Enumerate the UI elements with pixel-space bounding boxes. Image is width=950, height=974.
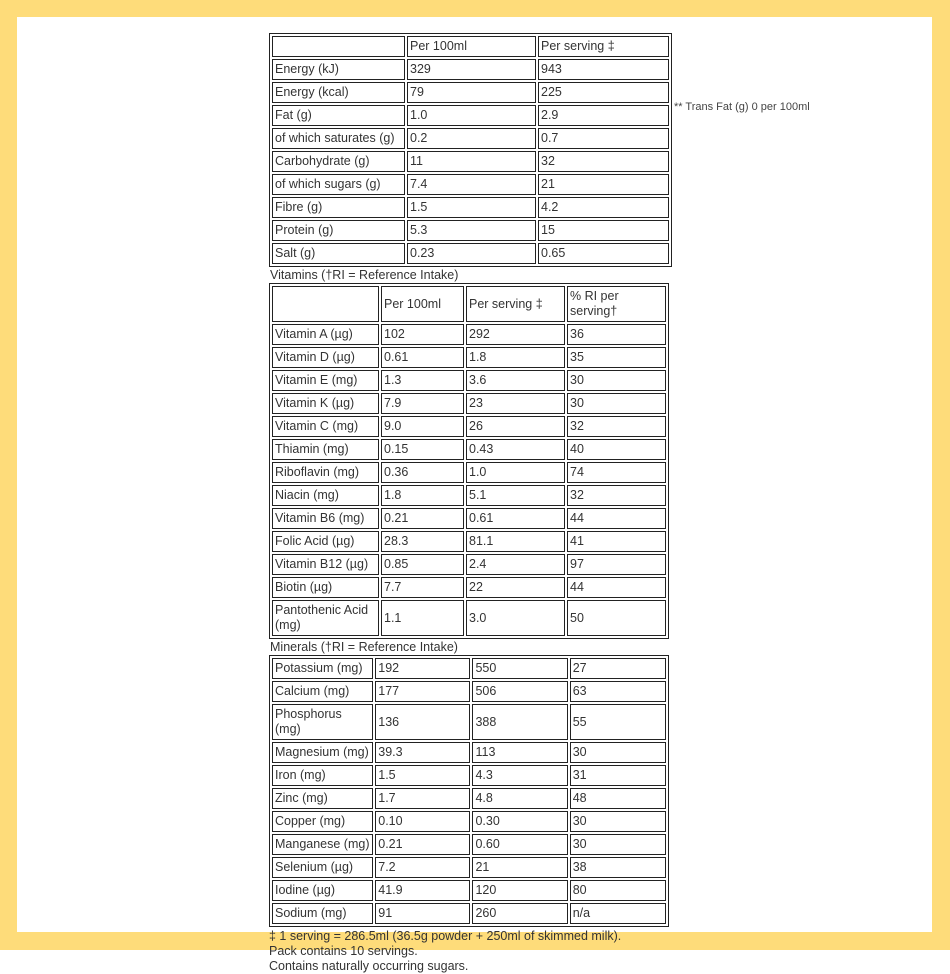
nutrient-label-cell: Niacin (mg) bbox=[272, 485, 379, 506]
nutrient-label-cell: Energy (kJ) bbox=[272, 59, 405, 80]
table-row bbox=[272, 742, 666, 763]
value-cell: 102 bbox=[381, 324, 464, 345]
value-cell: 177 bbox=[375, 681, 470, 702]
nutrient-label-cell: Pantothenic Acid (mg) bbox=[272, 600, 379, 636]
table-row bbox=[272, 324, 666, 345]
table-row bbox=[272, 788, 666, 809]
value-cell: 113 bbox=[472, 742, 567, 763]
value-cell: 1.8 bbox=[381, 485, 464, 506]
nutrient-label-cell: of which saturates (g) bbox=[272, 128, 405, 149]
value-cell: 32 bbox=[567, 416, 666, 437]
value-cell: 30 bbox=[567, 370, 666, 391]
trans-fat-note: ** Trans Fat (g) 0 per 100ml bbox=[674, 101, 810, 113]
footnote-line: Pack contains 10 servings. bbox=[269, 944, 418, 958]
value-cell: 0.23 bbox=[407, 243, 536, 264]
nutrient-label-cell: Energy (kcal) bbox=[272, 82, 405, 103]
table-row bbox=[272, 531, 666, 552]
table-row bbox=[272, 880, 666, 901]
value-cell: 550 bbox=[472, 658, 567, 679]
value-cell: 9.0 bbox=[381, 416, 464, 437]
value-cell: 1.8 bbox=[466, 347, 565, 368]
footnote-line: ‡ 1 serving = 286.5ml (36.5g powder + 250ml of skimmed milk). bbox=[269, 929, 622, 943]
header-cell bbox=[272, 286, 379, 322]
value-cell: 1.0 bbox=[407, 105, 536, 126]
value-cell: 35 bbox=[567, 347, 666, 368]
value-cell: 30 bbox=[570, 742, 666, 763]
value-cell: 5.3 bbox=[407, 220, 536, 241]
header-cell bbox=[272, 36, 405, 57]
value-cell: 97 bbox=[567, 554, 666, 575]
value-cell: 26 bbox=[466, 416, 565, 437]
value-cell: 1.5 bbox=[407, 197, 536, 218]
vitamins-caption: Vitamins (†RI = Reference Intake) bbox=[270, 268, 459, 282]
nutrient-label-cell: Sodium (mg) bbox=[272, 903, 373, 924]
table-row bbox=[272, 439, 666, 460]
value-cell: 0.21 bbox=[375, 834, 470, 855]
value-cell: 41.9 bbox=[375, 880, 470, 901]
value-cell: 15 bbox=[538, 220, 669, 241]
value-cell: 0.10 bbox=[375, 811, 470, 832]
value-cell: 7.9 bbox=[381, 393, 464, 414]
value-cell: 7.2 bbox=[375, 857, 470, 878]
nutrient-label-cell: Selenium (µg) bbox=[272, 857, 373, 878]
nutrient-label-cell: Vitamin A (µg) bbox=[272, 324, 379, 345]
nutrient-label-cell: Iron (mg) bbox=[272, 765, 373, 786]
value-cell: 21 bbox=[538, 174, 669, 195]
value-cell: n/a bbox=[570, 903, 666, 924]
table-row bbox=[272, 243, 669, 264]
table-row bbox=[272, 462, 666, 483]
table-row bbox=[272, 834, 666, 855]
nutrient-label-cell: Fat (g) bbox=[272, 105, 405, 126]
value-cell: 81.1 bbox=[466, 531, 565, 552]
value-cell: 22 bbox=[466, 577, 565, 598]
value-cell: 192 bbox=[375, 658, 470, 679]
value-cell: 44 bbox=[567, 508, 666, 529]
value-cell: 7.7 bbox=[381, 577, 464, 598]
table-row bbox=[272, 128, 669, 149]
value-cell: 36 bbox=[567, 324, 666, 345]
value-cell: 74 bbox=[567, 462, 666, 483]
value-cell: 2.9 bbox=[538, 105, 669, 126]
nutrient-label-cell: Manganese (mg) bbox=[272, 834, 373, 855]
value-cell: 32 bbox=[538, 151, 669, 172]
table-row bbox=[272, 811, 666, 832]
value-cell: 388 bbox=[472, 704, 567, 740]
value-cell: 39.3 bbox=[375, 742, 470, 763]
table-row bbox=[272, 554, 666, 575]
value-cell: 0.65 bbox=[538, 243, 669, 264]
value-cell: 30 bbox=[570, 811, 666, 832]
value-cell: 1.7 bbox=[375, 788, 470, 809]
value-cell: 50 bbox=[567, 600, 666, 636]
nutrient-label-cell: Magnesium (mg) bbox=[272, 742, 373, 763]
value-cell: 48 bbox=[570, 788, 666, 809]
value-cell: 3.0 bbox=[466, 600, 565, 636]
table-row bbox=[272, 485, 666, 506]
table-row bbox=[272, 82, 669, 103]
table-row bbox=[272, 600, 666, 636]
value-cell: 5.1 bbox=[466, 485, 565, 506]
value-cell: 7.4 bbox=[407, 174, 536, 195]
value-cell: 23 bbox=[466, 393, 565, 414]
value-cell: 11 bbox=[407, 151, 536, 172]
minerals-table bbox=[269, 655, 669, 927]
nutrient-label-cell: Iodine (µg) bbox=[272, 880, 373, 901]
value-cell: 44 bbox=[567, 577, 666, 598]
value-cell: 30 bbox=[567, 393, 666, 414]
value-cell: 1.3 bbox=[381, 370, 464, 391]
value-cell: 0.30 bbox=[472, 811, 567, 832]
nutrient-label-cell: Zinc (mg) bbox=[272, 788, 373, 809]
table-row bbox=[272, 658, 666, 679]
table-row bbox=[272, 220, 669, 241]
footnotes bbox=[269, 929, 669, 974]
value-cell: 1.1 bbox=[381, 600, 464, 636]
footnote-line: Contains naturally occurring sugars. bbox=[269, 959, 469, 973]
value-cell: 0.15 bbox=[381, 439, 464, 460]
table-row bbox=[272, 393, 666, 414]
value-cell: 0.43 bbox=[466, 439, 565, 460]
value-cell: 0.36 bbox=[381, 462, 464, 483]
value-cell: 136 bbox=[375, 704, 470, 740]
value-cell: 292 bbox=[466, 324, 565, 345]
header-row bbox=[272, 286, 666, 322]
header-cell: Per serving ‡ bbox=[466, 286, 565, 322]
value-cell: 41 bbox=[567, 531, 666, 552]
vitamins-table bbox=[269, 283, 669, 639]
table-row bbox=[272, 765, 666, 786]
value-cell: 260 bbox=[472, 903, 567, 924]
value-cell: 225 bbox=[538, 82, 669, 103]
nutrient-label-cell: Vitamin B12 (µg) bbox=[272, 554, 379, 575]
value-cell: 0.2 bbox=[407, 128, 536, 149]
table-row bbox=[272, 416, 666, 437]
header-cell: Per 100ml bbox=[381, 286, 464, 322]
value-cell: 27 bbox=[570, 658, 666, 679]
nutrient-label-cell: Vitamin B6 (mg) bbox=[272, 508, 379, 529]
table-row bbox=[272, 151, 669, 172]
nutrient-label-cell: of which sugars (g) bbox=[272, 174, 405, 195]
nutrient-label-cell: Vitamin E (mg) bbox=[272, 370, 379, 391]
nutrient-label-cell: Copper (mg) bbox=[272, 811, 373, 832]
nutrient-label-cell: Thiamin (mg) bbox=[272, 439, 379, 460]
value-cell: 0.21 bbox=[381, 508, 464, 529]
nutrient-label-cell: Protein (g) bbox=[272, 220, 405, 241]
value-cell: 0.61 bbox=[381, 347, 464, 368]
table-row bbox=[272, 105, 669, 126]
table-row bbox=[272, 508, 666, 529]
nutrient-label-cell: Riboflavin (mg) bbox=[272, 462, 379, 483]
nutrient-label-cell: Phosphorus (mg) bbox=[272, 704, 373, 740]
value-cell: 1.5 bbox=[375, 765, 470, 786]
value-cell: 31 bbox=[570, 765, 666, 786]
value-cell: 30 bbox=[570, 834, 666, 855]
table-row bbox=[272, 577, 666, 598]
value-cell: 79 bbox=[407, 82, 536, 103]
value-cell: 943 bbox=[538, 59, 669, 80]
value-cell: 0.60 bbox=[472, 834, 567, 855]
value-cell: 38 bbox=[570, 857, 666, 878]
value-cell: 2.4 bbox=[466, 554, 565, 575]
value-cell: 0.61 bbox=[466, 508, 565, 529]
value-cell: 28.3 bbox=[381, 531, 464, 552]
header-cell: Per 100ml bbox=[407, 36, 536, 57]
header-row bbox=[272, 36, 669, 57]
nutrient-label-cell: Carbohydrate (g) bbox=[272, 151, 405, 172]
value-cell: 4.8 bbox=[472, 788, 567, 809]
nutrition-table bbox=[269, 33, 672, 267]
nutrient-label-cell: Fibre (g) bbox=[272, 197, 405, 218]
nutrient-label-cell: Vitamin K (µg) bbox=[272, 393, 379, 414]
header-cell: Per serving ‡ bbox=[538, 36, 669, 57]
value-cell: 506 bbox=[472, 681, 567, 702]
value-cell: 120 bbox=[472, 880, 567, 901]
table-row bbox=[272, 370, 666, 391]
nutrient-label-cell: Potassium (mg) bbox=[272, 658, 373, 679]
value-cell: 0.7 bbox=[538, 128, 669, 149]
table-row bbox=[272, 903, 666, 924]
value-cell: 63 bbox=[570, 681, 666, 702]
value-cell: 40 bbox=[567, 439, 666, 460]
table-row bbox=[272, 59, 669, 80]
value-cell: 91 bbox=[375, 903, 470, 924]
value-cell: 4.3 bbox=[472, 765, 567, 786]
table-row bbox=[272, 704, 666, 740]
table-row bbox=[272, 681, 666, 702]
nutrition-content bbox=[269, 33, 669, 974]
value-cell: 55 bbox=[570, 704, 666, 740]
value-cell: 21 bbox=[472, 857, 567, 878]
value-cell: 80 bbox=[570, 880, 666, 901]
table-row bbox=[272, 347, 666, 368]
nutrient-label-cell: Calcium (mg) bbox=[272, 681, 373, 702]
nutrient-label-cell: Folic Acid (µg) bbox=[272, 531, 379, 552]
minerals-caption: Minerals (†RI = Reference Intake) bbox=[270, 640, 458, 654]
value-cell: 1.0 bbox=[466, 462, 565, 483]
nutrient-label-cell: Salt (g) bbox=[272, 243, 405, 264]
nutrient-label-cell: Vitamin C (mg) bbox=[272, 416, 379, 437]
header-cell: % RI per serving† bbox=[567, 286, 666, 322]
value-cell: 0.85 bbox=[381, 554, 464, 575]
value-cell: 329 bbox=[407, 59, 536, 80]
table-row bbox=[272, 197, 669, 218]
nutrient-label-cell: Vitamin D (µg) bbox=[272, 347, 379, 368]
nutrient-label-cell: Biotin (µg) bbox=[272, 577, 379, 598]
table-row bbox=[272, 857, 666, 878]
value-cell: 32 bbox=[567, 485, 666, 506]
value-cell: 3.6 bbox=[466, 370, 565, 391]
value-cell: 4.2 bbox=[538, 197, 669, 218]
table-row bbox=[272, 174, 669, 195]
